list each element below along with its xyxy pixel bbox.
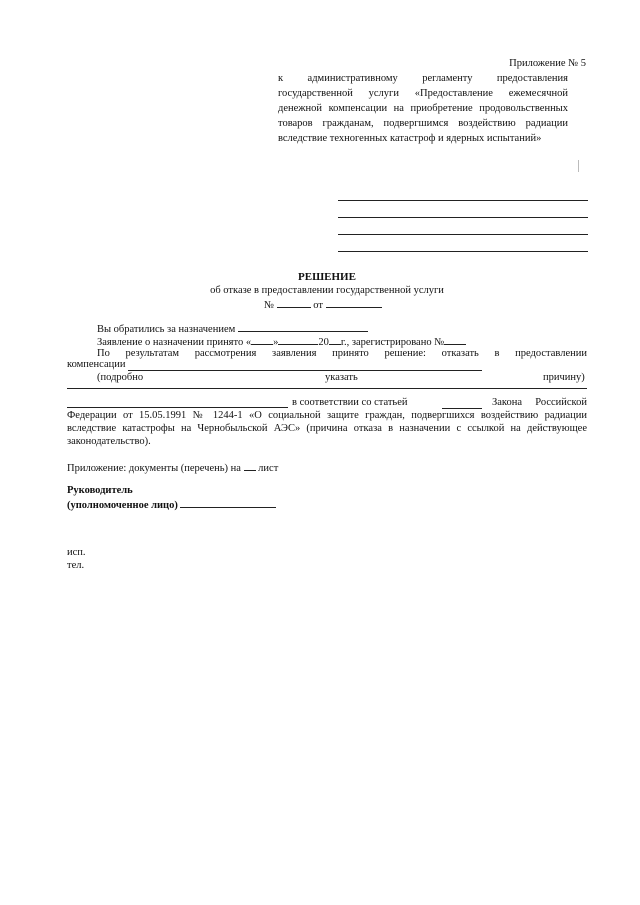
body-line-5 (97, 372, 587, 386)
application-date-label: Заявление о назначении принято « (97, 337, 252, 348)
reason-blank-1 (128, 370, 482, 371)
authorized-person-label: (уполномоченное лицо) (67, 500, 178, 511)
document-number-line (264, 298, 382, 311)
date-blank (326, 298, 382, 308)
signature-sub (67, 498, 276, 511)
body-line-7: Федерации от 15.05.1991 № 1244-1 «О социальной защите граждан, подвергшихся воздействию радиации (67, 410, 587, 421)
appendix-line: вследствие техногенных катастроф и ядерных испытаний» (278, 133, 542, 144)
article-blank (442, 399, 482, 409)
scan-mark (578, 160, 579, 172)
law-label: Закона Российской (492, 397, 587, 408)
attachment-label: Приложение: документы (перечень) на (67, 463, 241, 474)
hint-detail: (подробно (97, 372, 144, 383)
body-line-3: По результатам рассмотрения заявления принято решение: отказать в предоставлении (97, 348, 587, 359)
article-label: в соответствии со статьей (292, 397, 408, 408)
body-line-6 (292, 397, 587, 411)
number-prefix: № (264, 300, 275, 311)
quote-close: » (273, 337, 279, 348)
year-prefix: 20 (318, 337, 329, 348)
applied-for-blank (238, 322, 368, 332)
body-line-9: законодательство). (67, 436, 151, 447)
document-subtitle: об отказе в предоставлении государственной услуги (210, 285, 444, 296)
signature-blank (180, 498, 276, 508)
month-blank (278, 335, 318, 345)
day-blank (251, 335, 273, 345)
executor-label: исп. (67, 547, 86, 558)
body-line-2 (97, 335, 466, 348)
registration-blank (444, 335, 466, 345)
addressee-line (338, 251, 588, 252)
addressee-line (338, 234, 588, 235)
hint-reason: причину) (543, 372, 585, 383)
body-line-4 (67, 359, 125, 370)
appendix-line: государственной услуги «Предоставление ежемесячной (278, 88, 568, 99)
body-line-1 (97, 322, 368, 335)
appendix-line: к административному регламенту предоставления (278, 73, 568, 84)
applied-for-label: Вы обратились за назначением (97, 324, 236, 335)
reason-blank-3 (67, 407, 288, 408)
signature-role: Руководитель (67, 485, 133, 496)
body-line-8: вследствие катастрофы на Чернобыльской АЭС» (причина отказа в назначении с ссылкой на действующее (67, 423, 587, 434)
year-blank (329, 335, 341, 345)
number-blank (277, 298, 311, 308)
compensation-label: компенсации (67, 359, 126, 370)
addressee-line (338, 200, 588, 201)
appendix-line: товаров гражданам, подвергшимся воздействию радиации (278, 118, 568, 129)
hint-specify: указать (325, 372, 358, 383)
registration-label: г., зарегистрировано № (340, 337, 445, 348)
appendix-title: Приложение № 5 (509, 58, 586, 69)
date-prefix: от (313, 300, 323, 311)
attachment-line (67, 461, 278, 474)
phone-label: тел. (67, 560, 85, 571)
addressee-line (338, 217, 588, 218)
appendix-line: денежной компенсации на приобретение продовольственных (278, 103, 568, 114)
document-title: РЕШЕНИЕ (298, 271, 356, 283)
sheets-blank (244, 461, 256, 471)
reason-blank-2 (67, 388, 587, 389)
sheets-label: лист (258, 463, 279, 474)
